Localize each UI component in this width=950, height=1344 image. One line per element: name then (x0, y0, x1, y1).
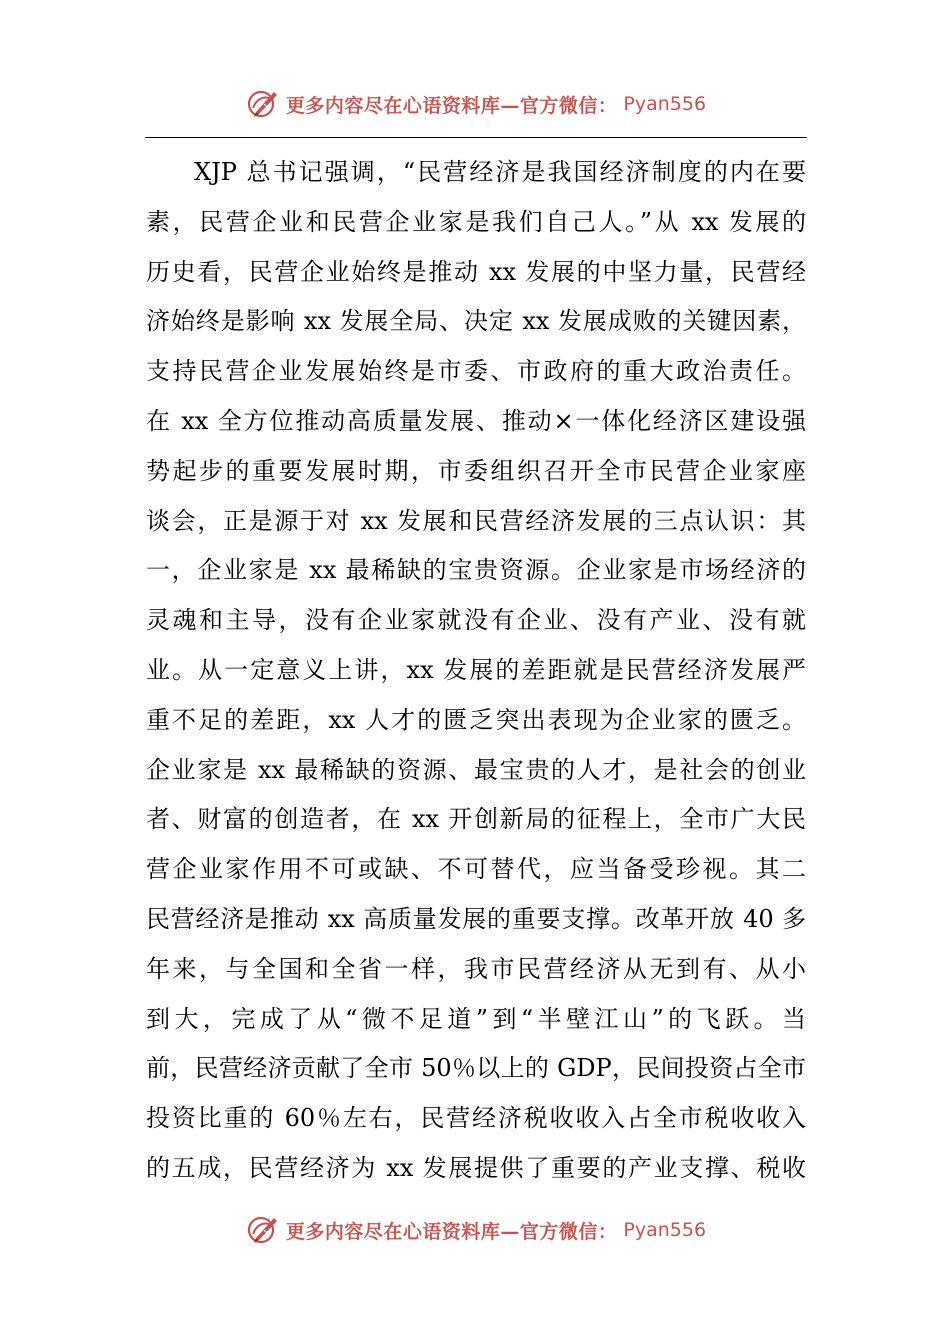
text-line: 的五成，民营经济为 xx 发展提供了重要的产业支撑、税收 (146, 1153, 806, 1182)
banner-brand-text: 更多内容尽在心语资料库—官方微信： (285, 94, 618, 117)
text-line: 势起步的重要发展时期，市委组织召开全市民营企业家座 (146, 456, 806, 485)
text-line: XJP 总书记强调，“民营经济是我国经济制度的内在要 (194, 158, 806, 186)
text-line: 民营经济是推动 xx 高质量发展的重要支撑。改革开放 40 多 (146, 904, 806, 933)
text-line: 素，民营企业和民营企业家是我们自己人。”从 xx 发展的 (146, 207, 806, 236)
text-line: 谈会，正是源于对 xx 发展和民营经济发展的三点认识：其 (146, 506, 806, 535)
text-line: 历史看，民营企业始终是推动 xx 发展的中坚力量，民营经 (146, 257, 806, 286)
banner-brand-text: 更多内容尽在心语资料库—官方微信： (285, 1220, 618, 1243)
footer-banner (0, 1210, 950, 1250)
text-line: 到大，完成了从“微不足道”到“半壁江山”的飞跃。当 (146, 1004, 806, 1033)
banner-wechat-id: Pyan556 (623, 93, 707, 115)
text-line: 者、财富的创造者，在 xx 开创新局的征程上，全市广大民 (146, 805, 806, 834)
text-line: 支持民营企业发展始终是市委、市政府的重大政治责任。 (146, 357, 806, 386)
text-line: 年来，与全国和全省一样，我市民营经济从无到有、从小 (146, 954, 806, 983)
text-line: 营企业家作用不可或缺、不可替代，应当备受珍视。其二 (146, 855, 806, 884)
text-line: 前，民营经济贡献了全市 50％以上的 GDP，民间投资占全市 (146, 1054, 806, 1083)
header-divider (145, 137, 807, 138)
document-body (146, 148, 806, 1194)
text-line: 一，企业家是 xx 最稀缺的宝贵资源。企业家是市场经济的 (146, 556, 806, 585)
text-line: 重不足的差距，xx 人才的匮乏突出表现为企业家的匮乏。 (146, 705, 806, 734)
pen-seal-logo-icon (244, 1212, 280, 1248)
banner-wechat-id: Pyan556 (623, 1219, 707, 1241)
header-banner (0, 84, 950, 124)
text-line: 在 xx 全方位推动高质量发展、推动×一体化经济区建设强 (146, 406, 806, 435)
text-line: 济始终是影响 xx 发展全局、决定 xx 发展成败的关键因素， (146, 307, 806, 336)
pen-seal-logo-icon (244, 86, 280, 122)
text-line: 业。从一定意义上讲，xx 发展的差距就是民营经济发展严 (146, 655, 806, 684)
text-line: 投资比重的 60％左右，民营经济税收收入占全市税收收入 (146, 1104, 806, 1133)
text-line: 灵魂和主导，没有企业家就没有企业、没有产业、没有就 (146, 606, 806, 635)
text-line: 企业家是 xx 最稀缺的资源、最宝贵的人才，是社会的创业 (146, 755, 806, 784)
